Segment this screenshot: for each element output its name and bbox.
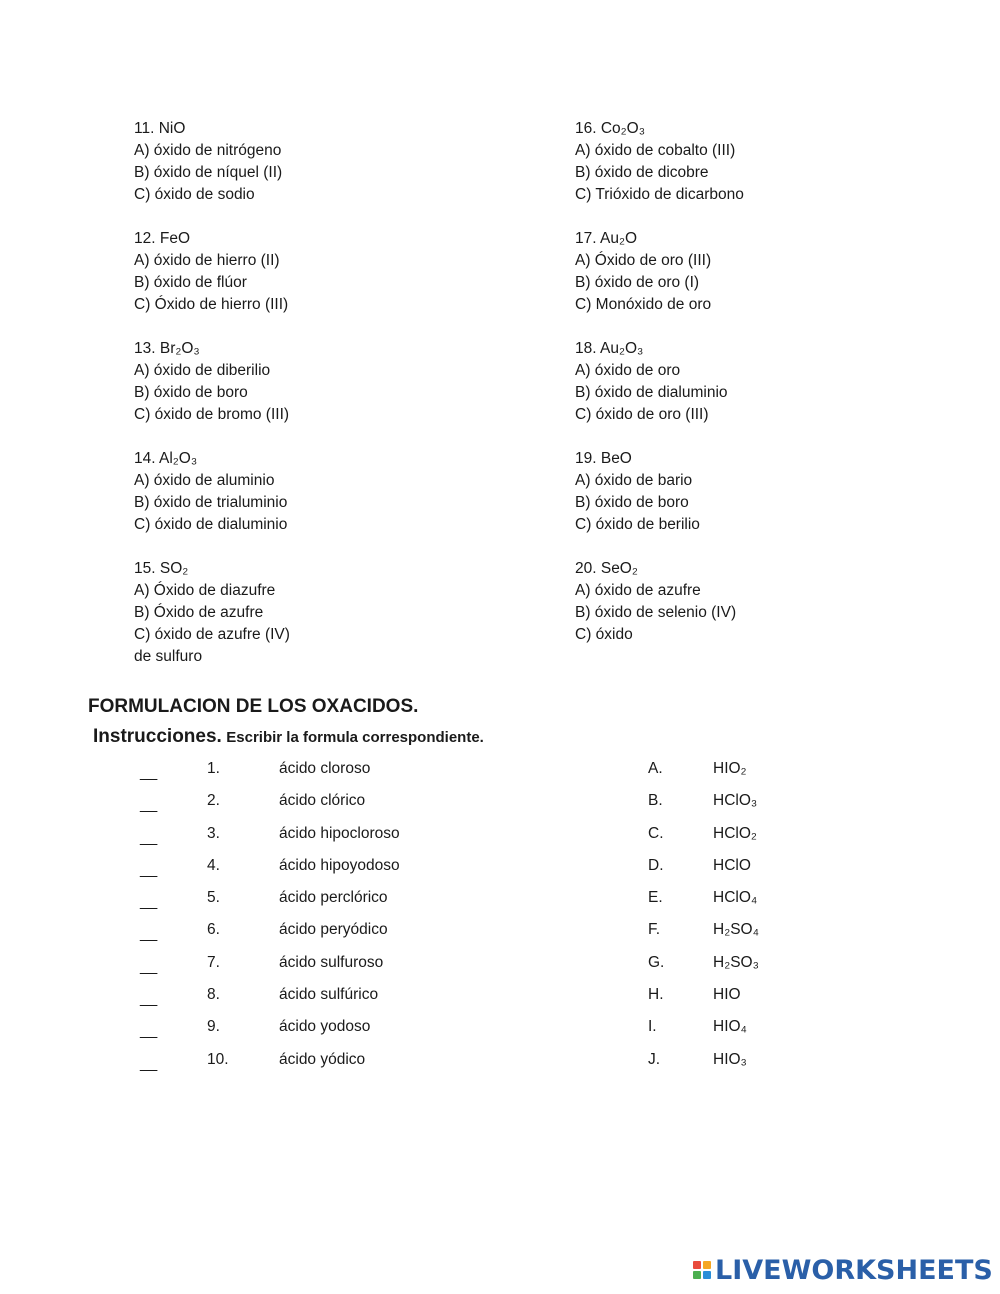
acid-name: ácido peryódico — [279, 921, 388, 939]
instructions — [93, 726, 484, 748]
question-17 — [575, 228, 935, 316]
icon-square-i — [703, 1261, 711, 1269]
question-16 — [575, 118, 935, 206]
option-a[interactable]: A) Óxido de oro (III) — [575, 252, 712, 269]
left-question-column — [134, 118, 494, 690]
item-number: 3. — [207, 824, 220, 842]
table-row — [0, 792, 1000, 824]
item-number: 10. — [207, 1050, 229, 1068]
option-extra-text: de sulfuro — [134, 648, 203, 665]
section-title: FORMULACION DE LOS OXACIDOS. — [88, 696, 419, 717]
item-number: 4. — [207, 856, 220, 874]
formula: HIO₄ — [713, 1018, 747, 1036]
option-a[interactable]: A) óxido de bario — [575, 472, 693, 489]
answer-blank[interactable]: __ — [140, 860, 158, 878]
option-letter: A. — [648, 760, 663, 777]
question-stem: 20. SeO₂ — [575, 560, 638, 577]
answer-blank[interactable]: __ — [140, 893, 158, 911]
liveworksheets-icon — [693, 1261, 711, 1279]
option-a[interactable]: A) óxido de oro — [575, 362, 681, 379]
answer-blank[interactable]: __ — [140, 796, 158, 814]
option-c[interactable]: C) óxido de azufre (IV) — [134, 626, 290, 643]
answer-blank[interactable]: __ — [140, 828, 158, 846]
option-a[interactable]: A) óxido de diberilio — [134, 362, 271, 379]
question-stem: 15. SO₂ — [134, 560, 189, 577]
answer-blank[interactable]: __ — [140, 925, 158, 943]
question-13 — [134, 338, 494, 426]
formula: HIO₂ — [713, 760, 747, 777]
table-row — [0, 921, 1000, 953]
item-number: 6. — [207, 921, 220, 939]
option-c[interactable]: C) óxido — [575, 626, 633, 643]
question-stem: 11. NiO — [134, 120, 186, 137]
option-c[interactable]: C) óxido de bromo (III) — [134, 406, 290, 423]
right-question-column — [575, 118, 935, 668]
question-18 — [575, 338, 935, 426]
option-c[interactable]: C) óxido de berilio — [575, 516, 700, 533]
option-letter: C. — [648, 824, 664, 842]
option-letter: D. — [648, 856, 664, 874]
option-b[interactable]: B) óxido de dicobre — [575, 164, 709, 181]
option-c[interactable]: C) Óxido de hierro (III) — [134, 296, 289, 313]
acid-name: ácido hipoyodoso — [279, 856, 400, 874]
option-letter: E. — [648, 889, 663, 907]
answer-blank[interactable]: __ — [140, 1054, 158, 1072]
question-stem: 12. FeO — [134, 230, 190, 247]
answer-blank[interactable]: __ — [140, 1022, 158, 1040]
table-row — [0, 986, 1000, 1018]
formula: HClO — [713, 856, 751, 874]
option-b[interactable]: B) Óxido de azufre — [134, 604, 264, 621]
table-row — [0, 825, 1000, 857]
question-stem: 14. Al₂O₃ — [134, 450, 198, 467]
formula: HClO₂ — [713, 824, 757, 842]
formula: HIO — [713, 986, 741, 1004]
question-14 — [134, 448, 494, 536]
option-b[interactable]: B) óxido de selenio (IV) — [575, 604, 737, 621]
question-stem: 19. BeO — [575, 450, 632, 467]
formula: HClO₄ — [713, 889, 758, 907]
option-b[interactable]: B) óxido de oro (I) — [575, 274, 700, 291]
formula: H₂SO₃ — [713, 953, 759, 971]
formula: HIO₃ — [713, 1050, 747, 1068]
option-letter: G. — [648, 953, 665, 971]
question-stem: 17. Au₂O — [575, 230, 638, 247]
option-letter: F. — [648, 921, 661, 939]
table-row — [0, 1051, 1000, 1083]
option-a[interactable]: A) óxido de cobalto (III) — [575, 142, 736, 159]
table-row — [0, 760, 1000, 792]
acid-name: ácido yodoso — [279, 1018, 371, 1036]
option-a[interactable]: A) óxido de nitrógeno — [134, 142, 282, 159]
question-stem: 16. Co₂O₃ — [575, 120, 646, 137]
option-c[interactable]: C) Monóxido de oro — [575, 296, 712, 313]
table-row — [0, 857, 1000, 889]
instructions-label: Instrucciones. — [93, 726, 222, 747]
instructions-text: Escribir la formula correspondiente. — [226, 729, 484, 746]
acid-name: ácido yódico — [279, 1050, 366, 1068]
question-12 — [134, 228, 494, 316]
icon-square-e — [703, 1271, 711, 1279]
option-a[interactable]: A) óxido de aluminio — [134, 472, 275, 489]
item-number: 7. — [207, 953, 220, 971]
option-b[interactable]: B) óxido de trialuminio — [134, 494, 288, 511]
option-letter: I. — [648, 1018, 657, 1036]
question-stem: 18. Au₂O₃ — [575, 340, 644, 357]
option-letter: B. — [648, 792, 663, 810]
acid-name: ácido cloroso — [279, 760, 371, 777]
option-b[interactable]: B) óxido de boro — [575, 494, 689, 511]
option-a[interactable]: A) óxido de hierro (II) — [134, 252, 280, 269]
table-row — [0, 889, 1000, 921]
answer-blank[interactable]: __ — [140, 957, 158, 975]
formula: HClO₃ — [713, 792, 758, 810]
option-a[interactable]: A) Óxido de diazufre — [134, 582, 276, 599]
answer-blank[interactable]: __ — [140, 990, 158, 1008]
icon-square-v — [693, 1271, 701, 1279]
acid-name: ácido perclórico — [279, 889, 388, 907]
formula: H₂SO₄ — [713, 921, 759, 939]
logo-text: LIVEWORKSHEETS — [715, 1254, 993, 1286]
option-letter: H. — [648, 986, 664, 1004]
question-15 — [134, 558, 494, 668]
item-number: 2. — [207, 792, 220, 810]
liveworksheets-logo[interactable] — [693, 1252, 993, 1288]
item-number: 9. — [207, 1018, 220, 1036]
option-c[interactable]: C) Trióxido de dicarbono — [575, 186, 744, 203]
acid-name: ácido sulfúrico — [279, 986, 379, 1004]
item-number: 1. — [207, 760, 220, 777]
table-row — [0, 954, 1000, 986]
item-number: 8. — [207, 986, 220, 1004]
acid-name: ácido clórico — [279, 792, 366, 810]
acid-name: ácido hipocloroso — [279, 824, 400, 842]
option-c[interactable]: C) óxido de oro (III) — [575, 406, 709, 423]
acid-name: ácido sulfuroso — [279, 953, 384, 971]
question-19 — [575, 448, 935, 536]
option-b[interactable]: B) óxido de níquel (II) — [134, 164, 283, 181]
icon-square-l — [693, 1261, 701, 1269]
option-b[interactable]: B) óxido de boro — [134, 384, 248, 401]
question-11 — [134, 118, 494, 206]
option-a[interactable]: A) óxido de azufre — [575, 582, 701, 599]
matching-table — [0, 760, 1000, 1083]
option-c[interactable]: C) óxido de dialuminio — [134, 516, 288, 533]
option-b[interactable]: B) óxido de dialuminio — [575, 384, 728, 401]
table-row — [0, 1018, 1000, 1050]
question-stem: 13. Br₂O₃ — [134, 340, 200, 357]
option-b[interactable]: B) óxido de flúor — [134, 274, 247, 291]
item-number: 5. — [207, 889, 220, 907]
option-letter: J. — [648, 1050, 661, 1068]
question-20 — [575, 558, 935, 646]
answer-blank[interactable]: __ — [140, 764, 158, 781]
option-c[interactable]: C) óxido de sodio — [134, 186, 255, 203]
